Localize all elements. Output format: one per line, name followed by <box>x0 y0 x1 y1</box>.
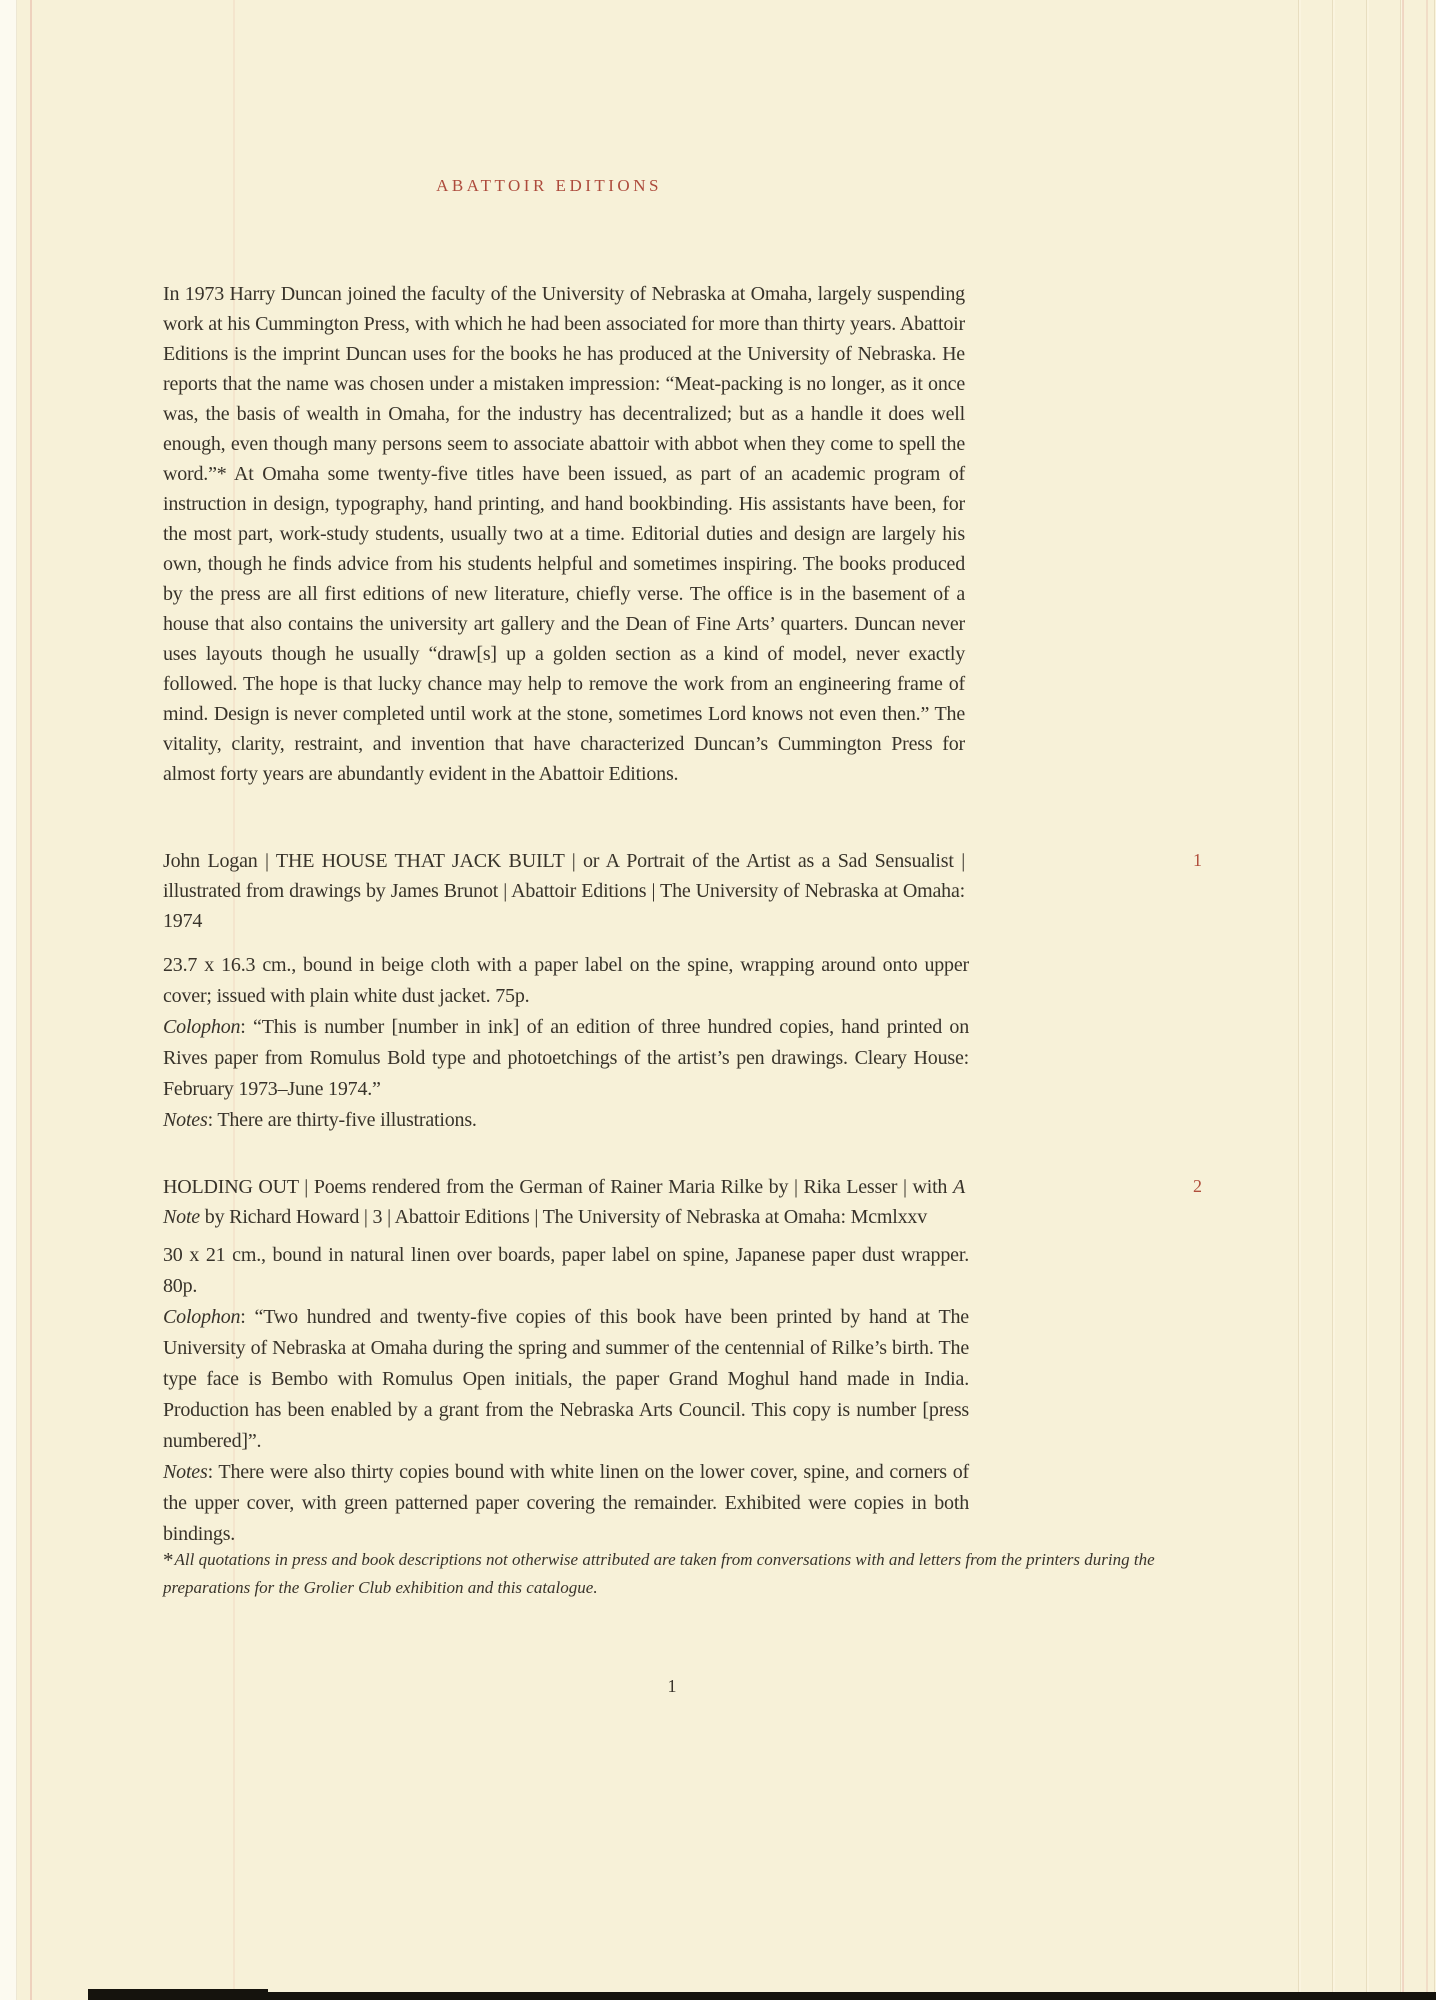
colophon-label: Colophon <box>163 1016 241 1038</box>
footnote <box>163 1546 1163 1602</box>
scan-artifact-line <box>1426 0 1428 2000</box>
entry-2-details <box>163 1240 969 1550</box>
intro-paragraph: In 1973 Harry Duncan joined the faculty of the University of Nebraska at Omaha, largely suspending work at his Cummington Press, with which he had been associated for more than thirty years. Abattoir Editions is the imprint Duncan uses for the books he has produced at the University of Nebraska. He reports that the name was chosen under a mistaken impression: “Meat-packing is no longer, as it once was, the basis of wealth in Omaha, for the industry has decentralized; but as a handle it does well enough, even though many persons seem to associate abattoir with abbot when they come to spell the word.”* At Omaha some twenty-five titles have been issued, as part of an academic program of instruction in design, typography, hand printing, and hand bookbinding. His assistants have been, for the most part, work-study students, usually two at a time. Editorial duties and design are largely his own, though he finds advice from his students helpful and sometimes inspiring. The books produced by the press are all first editions of new literature, chiefly verse. The office is in the basement of a house that also contains the university art gallery and the Dean of Fine Arts’ quarters. Duncan never uses layouts though he usually “draw[s] up a golden section as a kind of model, never exactly followed. The hope is that lucky chance may help to remove the work from an engineering frame of mind. Design is never completed until work at the stone, sometimes Lord knows not even then.” The vitality, clarity, restraint, and invention that have characterized Duncan’s Cummington Press for almost forty years are abundantly evident in the Abattoir Editions. <box>163 283 965 785</box>
entry-2-heading-text-after: by Richard Howard | 3 | Abattoir Editions | The University of Nebraska at Omaha: Mcmlxxv <box>199 1206 928 1228</box>
entry-1-details <box>163 950 969 1136</box>
scan-artifact-line <box>1402 0 1404 2000</box>
entry-1-notes-text: : There are thirty-five illustrations. <box>207 1109 477 1131</box>
colophon-label: Colophon <box>163 1306 241 1328</box>
scan-artifact-line <box>30 0 32 2000</box>
entry-2-heading <box>163 1172 965 1232</box>
page-title: ABATTOIR EDITIONS <box>436 176 662 195</box>
entry-2-notes-text: : There were also thirty copies bound with white linen on the lower cover, spine, and corners of the upper cover, with green patterned paper covering the remainder. Exhibited were copies in both bindings. <box>163 1461 969 1545</box>
entry-1-heading-text: John Logan | THE HOUSE THAT JACK BUILT | or A Portrait of the Artist as a Sad Sensualist | illustrated from drawings by James Brunot | Abattoir Editions | The University of Nebraska at Omaha: 1974 <box>163 850 965 932</box>
entry-1-notes <box>163 1105 969 1136</box>
footnote-text: All quotations in press and book descriptions not otherwise attributed are taken from conversations with and letters from the printers during the preparations for the Grolier Club exhibition and this catalogue. <box>163 1550 1155 1597</box>
page-number: 1 <box>667 1676 677 1696</box>
entry-1-heading <box>163 846 965 936</box>
footnote-marker: * <box>163 1548 174 1572</box>
entry-2-heading-text: HOLDING OUT | Poems rendered from the German of Rainer Maria Rilke by | Rika Lesser | with <box>163 1176 953 1198</box>
entry-2-heading-italic: A Note <box>163 1176 965 1228</box>
entry-2-notes <box>163 1457 969 1550</box>
scan-bottom-edge <box>88 1992 1436 2000</box>
entry-2-colophon-text: : “Two hundred and twenty-five copies of this book have been printed by hand at The University of Nebraska at Omaha during the spring and summer of the centennial of Rilke’s birth. The type face is Bembo with Romulus Open initials, the paper Grand Moghul hand made in India. Production has been enabled by a grant from the Nebraska Arts Council. This copy is number [press numbered]”. <box>163 1306 969 1452</box>
entry-2-colophon <box>163 1302 969 1457</box>
entry-2-number: 2 <box>1193 1176 1202 1196</box>
notes-label: Notes <box>163 1109 208 1131</box>
entry-2-physical-description: 30 x 21 cm., bound in natural linen over boards, paper label on spine, Japanese paper dust wrapper. 80p. <box>163 1244 969 1297</box>
entry-1-physical-description: 23.7 x 16.3 cm., bound in beige cloth with a paper label on the spine, wrapping around onto upper cover; issued with plain white dust jacket. 75p. <box>163 954 969 1007</box>
page-edge-creases <box>1282 0 1436 2000</box>
entry-1-colophon <box>163 1012 969 1105</box>
scan-left-edge <box>0 0 17 2000</box>
entry-1-colophon-text: : “This is number [number in ink] of an edition of three hundred copies, hand printed on Rives paper from Romulus Bold type and photoetchings of the artist’s pen drawings. Cleary House: February 1973–June 1974.” <box>163 1016 969 1100</box>
notes-label: Notes <box>163 1461 208 1483</box>
entry-1-number: 1 <box>1193 850 1202 870</box>
